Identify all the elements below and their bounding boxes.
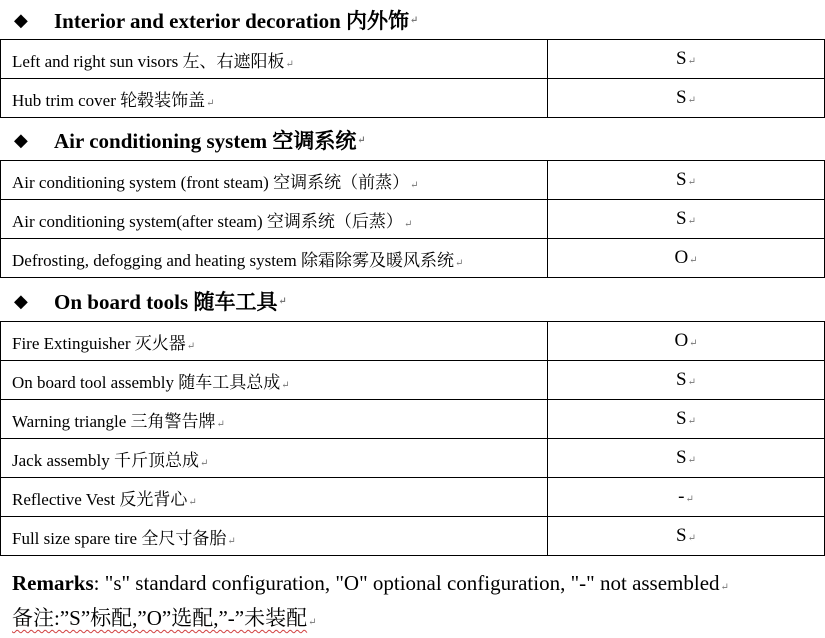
feature-name-cell	[1, 478, 548, 517]
paragraph-mark-icon: ↵	[186, 340, 196, 352]
feature-name-cell	[1, 200, 548, 239]
section-title: On board tools 随车工具	[54, 290, 278, 314]
feature-value: O	[674, 247, 689, 268]
paragraph-mark-icon: ↵	[689, 338, 698, 349]
paragraph-mark-icon: ↵	[403, 218, 413, 230]
feature-name-cell	[1, 517, 548, 556]
paragraph-mark-icon: ↵	[687, 455, 696, 466]
feature-value: O	[674, 330, 689, 351]
diamond-bullet-icon: ◆	[14, 290, 28, 311]
feature-name: Reflective Vest 反光背心	[12, 489, 188, 509]
paragraph-mark-icon: ↵	[410, 14, 419, 26]
remarks-text: : "s" standard configuration, "O" optional configuration, "-" not assembled	[93, 571, 720, 595]
feature-name: On board tool assembly 随车工具总成	[12, 372, 281, 392]
remarks-english-line	[12, 568, 729, 603]
spec-table-air-conditioning	[0, 160, 825, 278]
feature-value: S	[676, 48, 687, 69]
remarks-chinese-text: 备注:”S”标配,”O”选配,”-”未装配	[12, 606, 308, 630]
remarks-chinese-line	[12, 603, 729, 638]
table-row	[1, 517, 825, 556]
feature-name-cell	[1, 239, 548, 278]
feature-name-cell	[1, 161, 548, 200]
remarks-block	[12, 568, 729, 638]
paragraph-mark-icon: ↵	[199, 457, 209, 469]
diamond-bullet-icon: ◆	[14, 9, 28, 30]
feature-value-cell	[548, 478, 825, 517]
feature-name: Left and right sun visors 左、右遮阳板	[12, 51, 285, 71]
feature-value: S	[676, 525, 687, 546]
feature-name: Fire Extinguisher 灭火器	[12, 333, 186, 353]
section-heading-interior	[0, 0, 825, 40]
feature-value-cell	[548, 361, 825, 400]
feature-value: S	[676, 208, 687, 229]
paragraph-mark-icon: ↵	[687, 416, 696, 427]
feature-name: Air conditioning system (front steam) 空调系统（前蒸）	[12, 172, 410, 192]
table-row	[1, 361, 825, 400]
paragraph-mark-icon: ↵	[687, 216, 696, 227]
feature-value: S	[676, 408, 687, 429]
feature-name-cell	[1, 79, 548, 118]
paragraph-mark-icon: ↵	[454, 257, 464, 269]
feature-value-cell	[548, 239, 825, 278]
feature-value-cell	[548, 517, 825, 556]
feature-value: S	[676, 87, 687, 108]
section-heading-on-board-tools	[0, 281, 825, 321]
feature-value-cell	[548, 161, 825, 200]
paragraph-mark-icon: ↵	[206, 97, 215, 109]
feature-name-cell	[1, 361, 548, 400]
feature-value: S	[676, 169, 687, 190]
feature-value: S	[676, 369, 687, 390]
paragraph-mark-icon: ↵	[285, 58, 294, 70]
section-heading-air-conditioning	[0, 120, 825, 160]
paragraph-mark-icon: ↵	[278, 295, 287, 307]
table-row	[1, 79, 825, 118]
feature-name: Hub trim cover 轮毂装饰盖	[12, 90, 206, 110]
feature-value: S	[676, 447, 687, 468]
spec-table-on-board-tools	[0, 321, 825, 556]
spec-table-interior	[0, 39, 825, 118]
table-row	[1, 478, 825, 517]
feature-value-cell	[548, 79, 825, 118]
paragraph-mark-icon: ↵	[216, 418, 225, 430]
feature-name-cell	[1, 400, 548, 439]
feature-name: Jack assembly 千斤顶总成	[12, 450, 199, 470]
table-row	[1, 400, 825, 439]
diamond-bullet-icon: ◆	[14, 129, 28, 150]
paragraph-mark-icon: ↵	[687, 56, 696, 67]
paragraph-mark-icon: ↵	[687, 95, 696, 106]
paragraph-mark-icon: ↵	[689, 255, 698, 266]
feature-value-cell	[548, 322, 825, 361]
paragraph-mark-icon: ↵	[227, 535, 236, 547]
paragraph-mark-icon: ↵	[188, 496, 197, 508]
feature-name-cell	[1, 322, 548, 361]
feature-name: Defrosting, defogging and heating system 除霜除雾及暖风系统	[12, 250, 454, 270]
paragraph-mark-icon: ↵	[687, 177, 696, 188]
table-row	[1, 439, 825, 478]
feature-value-cell	[548, 40, 825, 79]
feature-name: Air conditioning system(after steam) 空调系统（后蒸）	[12, 211, 403, 231]
paragraph-mark-icon: ↵	[687, 377, 696, 388]
paragraph-mark-icon: ↵	[281, 379, 290, 391]
feature-value: -	[678, 486, 685, 507]
paragraph-mark-icon: ↵	[410, 179, 419, 191]
table-row	[1, 200, 825, 239]
paragraph-mark-icon: ↵	[687, 533, 696, 544]
section-title: Air conditioning system 空调系统	[54, 129, 357, 153]
paragraph-mark-icon: ↵	[720, 582, 729, 593]
table-row	[1, 239, 825, 278]
feature-value-cell	[548, 200, 825, 239]
feature-value-cell	[548, 439, 825, 478]
table-row	[1, 40, 825, 79]
paragraph-mark-icon: ↵	[308, 617, 317, 628]
table-row	[1, 161, 825, 200]
feature-name: Full size spare tire 全尺寸备胎	[12, 528, 227, 548]
paragraph-mark-icon: ↵	[357, 134, 366, 146]
feature-name-cell	[1, 40, 548, 79]
paragraph-mark-icon: ↵	[685, 494, 694, 505]
table-row	[1, 322, 825, 361]
feature-name: Warning triangle 三角警告牌	[12, 411, 216, 431]
feature-name-cell	[1, 439, 548, 478]
section-title: Interior and exterior decoration 内外饰	[54, 9, 410, 33]
feature-value-cell	[548, 400, 825, 439]
remarks-label: Remarks	[12, 571, 94, 595]
